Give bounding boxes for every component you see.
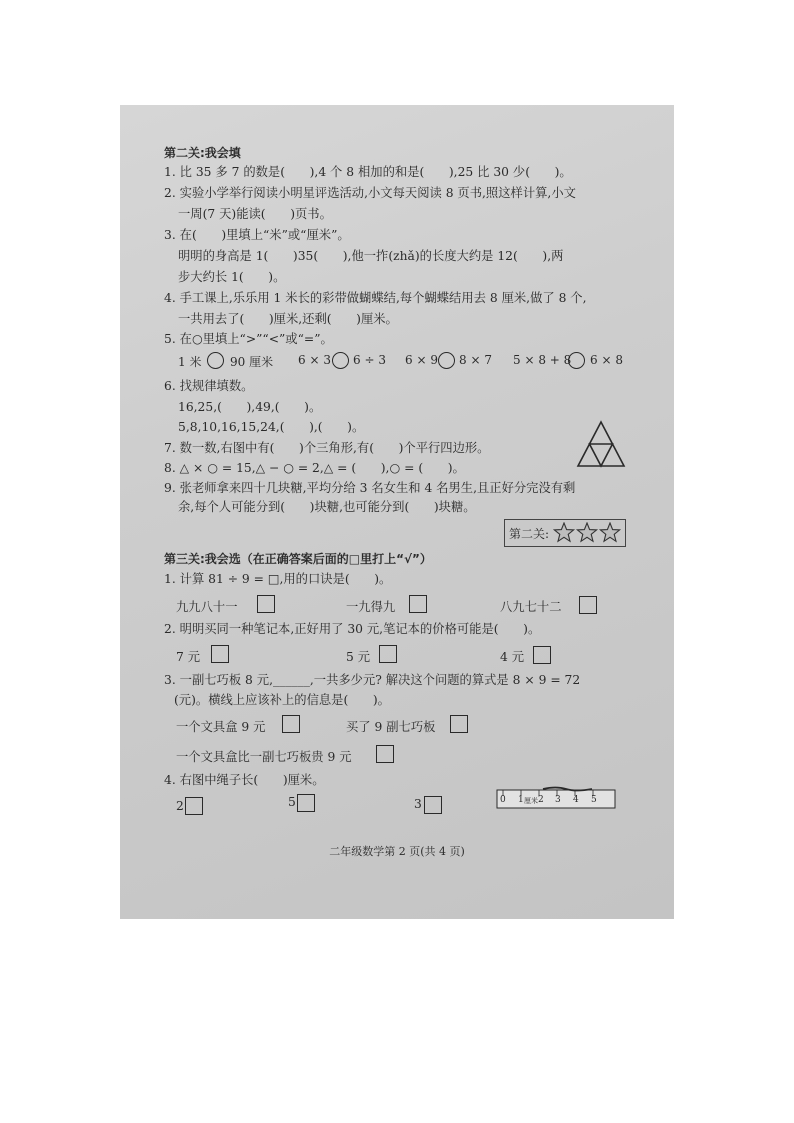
ruler-figure xyxy=(496,786,618,810)
answer-checkbox[interactable] xyxy=(424,796,442,814)
q2-1: 1. 比 35 多 7 的数是( ),4 个 8 相加的和是( ),25 比 30 少( )。 xyxy=(164,165,572,179)
ruler-tick-1: 1 xyxy=(518,795,524,805)
q2-3-line1: 3. 在( )里填上“米”或“厘米”。 xyxy=(164,228,350,242)
answer-checkbox[interactable] xyxy=(297,794,315,812)
ruler-tick-4: 4 xyxy=(573,795,579,805)
q3-1-option-a: 九九八十一 xyxy=(176,600,238,614)
q3-3-option-c: 一个文具盒比一副七巧板贵 9 元 xyxy=(176,750,352,764)
q3-1-option-b: 一九得九 xyxy=(346,600,396,614)
compare-1-left: 1 米 xyxy=(178,355,202,369)
q2-4-line2: 一共用去了( )厘米,还剩( )厘米。 xyxy=(178,312,398,326)
answer-checkbox[interactable] xyxy=(257,595,275,613)
section-2-title: 第二关:我会填 xyxy=(164,146,241,160)
answer-checkbox[interactable] xyxy=(376,745,394,763)
q2-7: 7. 数一数,右图中有( )个三角形,有( )个平行四边形。 xyxy=(164,441,490,455)
compare-circle[interactable] xyxy=(568,352,585,369)
q2-4-line1: 4. 手工课上,乐乐用 1 米长的彩带做蝴蝶结,每个蝴蝶结用去 8 厘米,做了 8 个, xyxy=(164,291,587,305)
compare-3-left: 6 × 9 xyxy=(405,353,438,367)
q2-6-b: 5,8,10,16,15,24,( ),( )。 xyxy=(178,420,365,434)
answer-checkbox[interactable] xyxy=(409,595,427,613)
ruler-tick-5: 5 xyxy=(591,795,597,805)
q3-2-option-c: 4 元 xyxy=(500,650,525,664)
q2-9-line2: 余,每个人可能分到( )块糖,也可能分到( )块糖。 xyxy=(178,500,476,514)
compare-3-right: 8 × 7 xyxy=(459,353,492,367)
compare-1-right: 90 厘米 xyxy=(230,355,274,369)
answer-checkbox[interactable] xyxy=(282,715,300,733)
q2-6-a: 16,25,( ),49,( )。 xyxy=(178,400,322,414)
answer-checkbox[interactable] xyxy=(533,646,551,664)
stars-label: 第二关: xyxy=(509,527,550,541)
star-icon xyxy=(600,523,619,541)
section-3-title: 第三关:我会选（在正确答案后面的□里打上“√”） xyxy=(164,552,432,566)
star-icon xyxy=(554,523,573,541)
answer-checkbox[interactable] xyxy=(379,645,397,663)
compare-2-left: 6 × 3 xyxy=(298,353,331,367)
section-2-stars xyxy=(504,519,626,547)
ruler-unit: 厘米 xyxy=(524,797,538,805)
q3-4-option-c: 3 xyxy=(414,797,422,811)
ruler-tick-3: 3 xyxy=(555,795,561,805)
q2-5: 5. 在○里填上“>”“<”或“=”。 xyxy=(164,332,333,346)
q3-2-option-a: 7 元 xyxy=(176,650,201,664)
compare-circle[interactable] xyxy=(332,352,349,369)
q2-8: 8. △ × ○ = 15,△ − ○ = 2,△ = ( ),○ = ( )。 xyxy=(164,461,465,475)
q3-2: 2. 明明买同一种笔记本,正好用了 30 元,笔记本的价格可能是( )。 xyxy=(164,622,541,636)
q3-1: 1. 计算 81 ÷ 9 = □,用的口诀是( )。 xyxy=(164,572,392,586)
ruler-tick-2: 2 xyxy=(538,795,544,805)
page-footer: 二年级数学第 2 页(共 4 页) xyxy=(329,845,465,858)
answer-checkbox[interactable] xyxy=(579,596,597,614)
q3-4-option-a: 2 xyxy=(176,799,184,813)
q3-3-line2: (元)。横线上应该补上的信息是( )。 xyxy=(174,693,390,707)
compare-2-right: 6 ÷ 3 xyxy=(353,353,386,367)
answer-checkbox[interactable] xyxy=(211,645,229,663)
q3-4-option-b: 5 xyxy=(288,795,296,809)
q3-2-option-b: 5 元 xyxy=(346,650,371,664)
answer-checkbox[interactable] xyxy=(185,797,203,815)
triangle-figure xyxy=(575,419,627,469)
q2-3-line2: 明明的身高是 1( )35( ),他一拃(zhǎ)的长度大约是 12( ),两 xyxy=(178,249,564,263)
q3-3-option-b: 买了 9 副七巧板 xyxy=(346,720,436,734)
ruler-tick-0: 0 xyxy=(500,795,506,805)
q2-2-line2: 一周(7 天)能读( )页书。 xyxy=(178,207,332,221)
q3-4: 4. 右图中绳子长( )厘米。 xyxy=(164,773,325,787)
compare-4-left: 5 × 8 + 8 xyxy=(513,353,572,367)
q2-2-line1: 2. 实验小学举行阅读小明星评选活动,小文每天阅读 8 页书,照这样计算,小文 xyxy=(164,186,576,200)
compare-4-right: 6 × 8 xyxy=(590,353,623,367)
q2-3-line3: 步大约长 1( )。 xyxy=(178,270,286,284)
compare-circle[interactable] xyxy=(207,352,224,369)
compare-circle[interactable] xyxy=(438,352,455,369)
q3-3-option-a: 一个文具盒 9 元 xyxy=(176,720,266,734)
star-icon xyxy=(577,523,596,541)
q2-9-line1: 9. 张老师拿来四十几块糖,平均分给 3 名女生和 4 名男生,且正好分完没有剩 xyxy=(164,481,576,495)
exam-photo xyxy=(120,105,674,919)
q2-6: 6. 找规律填数。 xyxy=(164,379,254,393)
q3-3-line1: 3. 一副七巧板 8 元,______,一共多少元? 解决这个问题的算式是 8 × 9 = 72 xyxy=(164,673,581,687)
q3-1-option-c: 八九七十二 xyxy=(500,600,562,614)
answer-checkbox[interactable] xyxy=(450,715,468,733)
